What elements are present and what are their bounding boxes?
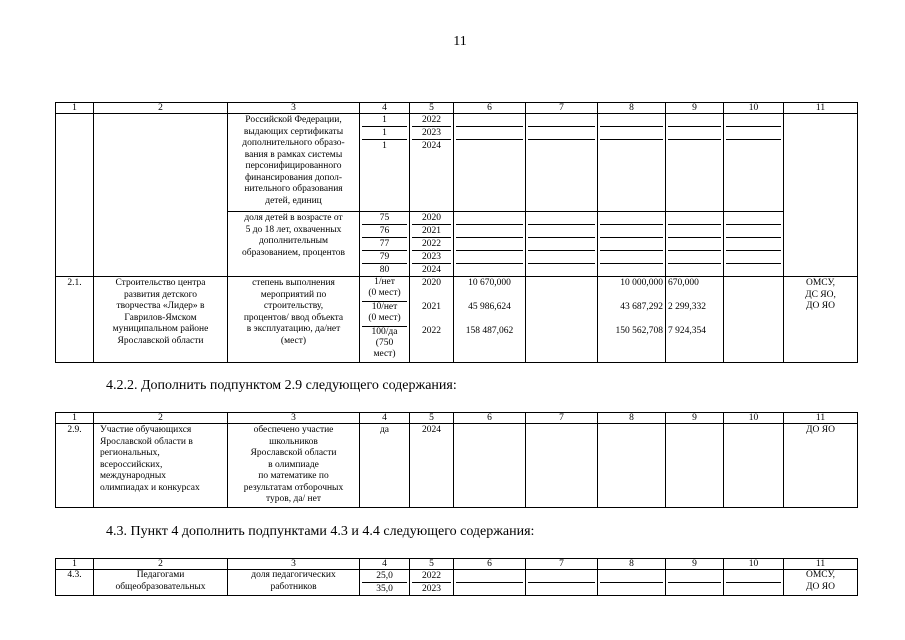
cell-empty bbox=[724, 212, 784, 277]
amount: 45 986,624 bbox=[468, 302, 511, 312]
years-cell bbox=[410, 277, 454, 363]
col-header: 11 bbox=[784, 413, 858, 424]
indicator-olympiad bbox=[228, 424, 360, 508]
cell-empty bbox=[454, 114, 526, 212]
col-header: 8 bbox=[598, 559, 666, 570]
col-header: 3 bbox=[228, 413, 360, 424]
cell-empty bbox=[94, 114, 228, 277]
cell-empty bbox=[598, 212, 666, 277]
text-line: ДО ЯО bbox=[806, 301, 835, 311]
text-line: 5 до 18 лет, охваченных bbox=[245, 224, 342, 235]
value: 77 bbox=[362, 238, 407, 251]
cell-empty bbox=[666, 424, 724, 508]
col-header: 4 bbox=[360, 559, 410, 570]
text-line: (0 мест) bbox=[368, 288, 401, 298]
text-line: ОМСУ, bbox=[805, 570, 836, 580]
text-line: туров, да/ нет bbox=[265, 494, 322, 504]
col-header: 4 bbox=[360, 413, 410, 424]
values-cell bbox=[360, 114, 410, 212]
value: 1 bbox=[382, 141, 387, 151]
executors bbox=[784, 570, 858, 596]
year: 2020 bbox=[412, 212, 451, 225]
row-number: 2.1. bbox=[56, 277, 94, 363]
text-line: Ярославской области в bbox=[100, 436, 193, 447]
value: 1 bbox=[362, 114, 407, 127]
text-line: Российской Федерации, bbox=[245, 115, 342, 125]
text-line: обеспечено участие bbox=[253, 425, 334, 435]
cell-empty bbox=[724, 570, 784, 596]
amount: 2 299,332 bbox=[668, 302, 706, 312]
value: 79 bbox=[362, 251, 407, 264]
cell-empty bbox=[526, 424, 598, 508]
executors: ДО ЯО bbox=[784, 424, 858, 508]
indicator-teachers bbox=[228, 570, 360, 596]
year: 2024 bbox=[422, 141, 441, 151]
col-header: 9 bbox=[666, 413, 724, 424]
cell-empty bbox=[724, 424, 784, 508]
cell-empty bbox=[784, 114, 858, 277]
text-line: Гаврилов-Ямском bbox=[124, 312, 197, 323]
year: 2023 bbox=[412, 251, 451, 264]
cell-empty bbox=[526, 212, 598, 277]
text-line: (мест) bbox=[280, 335, 307, 346]
col-header: 3 bbox=[228, 103, 360, 114]
text-line: дополнительного образо- bbox=[242, 138, 345, 148]
text-line: дополнительным bbox=[258, 236, 329, 246]
value: 75 bbox=[362, 212, 407, 225]
text-line: выдающих сертификаты bbox=[243, 126, 344, 137]
table-subitems-4-3 bbox=[55, 558, 858, 596]
cell-empty bbox=[598, 570, 666, 596]
text-line: олимпиадах и конкурсах bbox=[100, 482, 200, 493]
indicator-children-share bbox=[228, 212, 360, 277]
cell-empty bbox=[454, 570, 526, 596]
text-line: (750 bbox=[375, 338, 394, 348]
cell-empty bbox=[454, 424, 526, 508]
amount: 7 924,354 bbox=[668, 326, 706, 336]
col-header: 7 bbox=[526, 413, 598, 424]
col-header: 3 bbox=[228, 559, 360, 570]
col-header: 11 bbox=[784, 103, 858, 114]
indicator-certificates bbox=[228, 114, 360, 212]
col-header: 9 bbox=[666, 559, 724, 570]
text-line: Ярославской области bbox=[250, 448, 337, 458]
cell-empty bbox=[666, 570, 724, 596]
text-line: развития детского bbox=[123, 289, 198, 300]
col-header: 5 bbox=[410, 103, 454, 114]
value bbox=[362, 277, 407, 302]
values-cell bbox=[360, 570, 410, 596]
text-line: региональных, bbox=[100, 448, 160, 458]
text-line: вания в рамках системы bbox=[244, 149, 343, 160]
cell-empty bbox=[526, 277, 598, 363]
text-line: всероссийских, bbox=[100, 459, 163, 470]
text-line: детей, единиц bbox=[265, 195, 322, 206]
text-line: Участие обучающихся bbox=[100, 425, 192, 435]
event-name bbox=[94, 570, 228, 596]
amount-regional bbox=[598, 277, 666, 363]
years-cell bbox=[410, 212, 454, 277]
text-line: финансирования допол- bbox=[244, 172, 343, 183]
value: да bbox=[360, 424, 410, 508]
year: 2022 bbox=[412, 114, 451, 127]
year: 2022 bbox=[422, 326, 441, 336]
year: 2023 bbox=[412, 127, 451, 140]
value bbox=[362, 302, 407, 327]
value: 76 bbox=[362, 225, 407, 238]
col-header: 7 bbox=[526, 559, 598, 570]
year: 2024 bbox=[422, 265, 441, 275]
col-header: 1 bbox=[56, 559, 94, 570]
amount: 43 687,292 bbox=[620, 302, 663, 312]
col-header: 6 bbox=[454, 103, 526, 114]
years-cell bbox=[410, 114, 454, 212]
text-line: по математике по bbox=[258, 471, 329, 481]
table-program-continuation bbox=[55, 102, 858, 363]
text-line: персонифицированного bbox=[245, 161, 342, 171]
year: 2020 bbox=[422, 278, 441, 288]
col-header: 7 bbox=[526, 103, 598, 114]
value bbox=[362, 327, 407, 362]
table-row bbox=[56, 424, 858, 508]
row-number: 2.9. bbox=[56, 424, 94, 508]
col-header: 8 bbox=[598, 103, 666, 114]
text-line: степень выполнения bbox=[252, 278, 335, 288]
amount: 670,000 bbox=[668, 278, 699, 288]
values-cell bbox=[360, 277, 410, 363]
text-line: в эксплуатацию, да/нет bbox=[246, 324, 341, 334]
amount: 150 562,708 bbox=[615, 326, 663, 336]
text-line: нительного образования bbox=[244, 184, 343, 194]
value: 35,0 bbox=[376, 584, 393, 594]
year: 2021 bbox=[412, 225, 451, 238]
years-cell bbox=[410, 570, 454, 596]
event-name bbox=[94, 424, 228, 508]
col-header: 6 bbox=[454, 559, 526, 570]
text-line: ДС ЯО, bbox=[805, 289, 836, 300]
table-row bbox=[56, 114, 858, 212]
text-line: муниципальном районе bbox=[112, 324, 209, 334]
text-line: международных bbox=[100, 471, 166, 481]
text-line: Педагогами bbox=[136, 570, 185, 580]
text-line: результатам отборочных bbox=[243, 482, 344, 493]
col-header: 8 bbox=[598, 413, 666, 424]
col-header: 5 bbox=[410, 413, 454, 424]
col-header: 6 bbox=[454, 413, 526, 424]
cell-empty bbox=[56, 114, 94, 277]
col-header: 9 bbox=[666, 103, 724, 114]
amount-local bbox=[666, 277, 724, 363]
text-line: мероприятий по bbox=[260, 289, 327, 300]
text-line: творчества «Лидер» в bbox=[116, 301, 205, 311]
value: 1 bbox=[362, 127, 407, 140]
cell-empty bbox=[598, 424, 666, 508]
text-line: 10/нет bbox=[371, 302, 398, 312]
col-header: 2 bbox=[94, 103, 228, 114]
year: 2022 bbox=[412, 570, 451, 583]
cell-empty bbox=[598, 114, 666, 212]
col-header: 5 bbox=[410, 559, 454, 570]
text-line: доля детей в возрасте от bbox=[244, 213, 343, 223]
table-subitem-2-9 bbox=[55, 412, 858, 508]
paragraph-4-3: 4.3. Пункт 4 дополнить подпунктами 4.3 и 4.4 следующего содержания: bbox=[106, 524, 535, 539]
col-header: 11 bbox=[784, 559, 858, 570]
text-line: 1/нет bbox=[374, 277, 395, 287]
year: 2021 bbox=[422, 302, 441, 312]
col-header: 2 bbox=[94, 559, 228, 570]
text-line: работников bbox=[270, 581, 317, 592]
cell-empty bbox=[666, 114, 724, 212]
col-header: 1 bbox=[56, 413, 94, 424]
text-line: Строительство центра bbox=[115, 278, 206, 288]
row-number: 4.3. bbox=[56, 570, 94, 596]
col-header: 10 bbox=[724, 103, 784, 114]
amount: 10 000,000 bbox=[620, 278, 663, 288]
text-line: школьников bbox=[269, 436, 318, 447]
cell-empty bbox=[724, 114, 784, 212]
paragraph-4-2-2: 4.2.2. Дополнить подпунктом 2.9 следующего содержания: bbox=[106, 378, 457, 393]
table-row bbox=[56, 277, 858, 363]
cell-empty bbox=[454, 212, 526, 277]
text-line: (0 мест) bbox=[368, 313, 401, 323]
text-line: 100/да bbox=[371, 327, 398, 337]
year: 2022 bbox=[412, 238, 451, 251]
cell-empty bbox=[526, 570, 598, 596]
values-cell bbox=[360, 212, 410, 277]
year: 2024 bbox=[410, 424, 454, 508]
amount: 158 487,062 bbox=[465, 326, 514, 336]
text-line: в олимпиаде bbox=[268, 459, 319, 470]
text-line: мест) bbox=[373, 349, 396, 359]
text-line: строительству, bbox=[263, 301, 324, 311]
year: 2023 bbox=[422, 584, 441, 594]
text-line: ДО ЯО bbox=[806, 581, 835, 592]
header-row bbox=[56, 103, 858, 114]
event-name bbox=[94, 277, 228, 363]
cell-empty bbox=[724, 277, 784, 363]
amount: 10 670,000 bbox=[468, 278, 511, 288]
col-header: 4 bbox=[360, 103, 410, 114]
indicator-construction bbox=[228, 277, 360, 363]
amount-total bbox=[454, 277, 526, 363]
table-row bbox=[56, 570, 858, 596]
value: 25,0 bbox=[362, 570, 407, 583]
cell-empty bbox=[526, 114, 598, 212]
text-line: общеобразовательных bbox=[115, 581, 206, 592]
executors bbox=[784, 277, 858, 363]
header-row bbox=[56, 413, 858, 424]
text-line: ОМСУ, bbox=[805, 278, 836, 288]
col-header: 10 bbox=[724, 559, 784, 570]
col-header: 1 bbox=[56, 103, 94, 114]
header-row bbox=[56, 559, 858, 570]
col-header: 2 bbox=[94, 413, 228, 424]
cell-empty bbox=[666, 212, 724, 277]
text-line: Ярославской области bbox=[117, 335, 204, 346]
text-line: доля педагогических bbox=[251, 570, 336, 580]
col-header: 10 bbox=[724, 413, 784, 424]
text-line: образованием, процентов bbox=[242, 247, 345, 258]
text-line: процентов/ ввод объекта bbox=[243, 312, 344, 323]
page-number: 11 bbox=[453, 34, 467, 49]
value: 80 bbox=[379, 265, 390, 275]
